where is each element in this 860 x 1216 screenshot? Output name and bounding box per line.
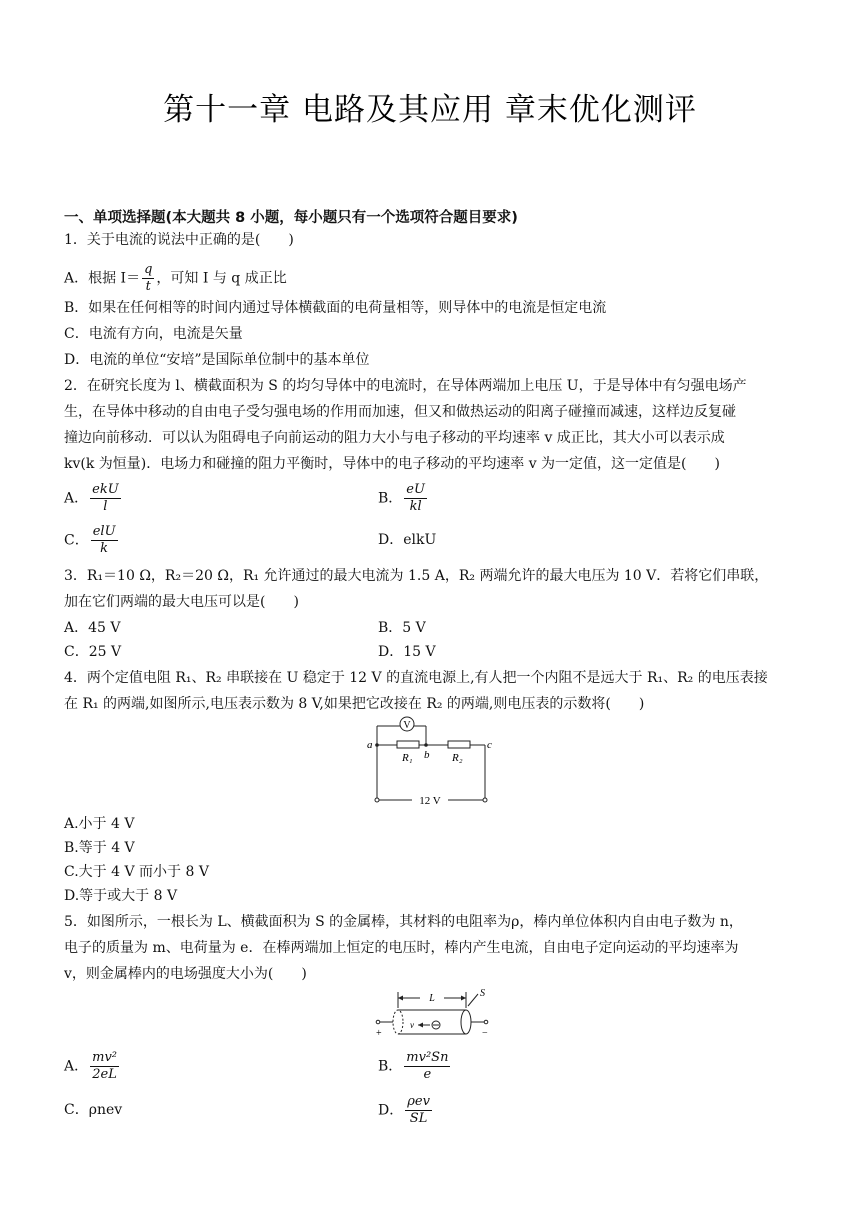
q2-option-b (378, 482, 429, 515)
page-title: 第十一章 电路及其应用 章末优化测评 (163, 92, 697, 128)
q1-stem: 1．关于电流的说法中正确的是( ) (64, 232, 294, 248)
q5-option-a (64, 1050, 121, 1083)
q2-line-4: kv(k 为恒量)．电场力和碰撞的阻力平衡时，导体中的电子移动的平均速率 v 为一定值，这一定值是( ) (64, 456, 720, 472)
q3-option-c: C．25 V (64, 644, 122, 660)
q2-b-label: B． (378, 490, 403, 507)
plus-sign: + (376, 1028, 382, 1039)
q2-option-d: D．elkU (378, 532, 437, 548)
q2-line-3: 撞边向前移动．可以认为阻碍电子向前运动的阻力大小与电子移动的平均速率 v 成正比，其大小可以表示成 (64, 430, 725, 446)
q5-a-fraction (90, 1050, 119, 1083)
q5-b-label: B． (378, 1058, 403, 1075)
node-b-label: b (424, 749, 430, 761)
q2-a-label: A． (64, 490, 89, 507)
node-c-label: c (487, 739, 492, 751)
q3-line-1: 3．R₁＝10 Ω，R₂＝20 Ω，R₁ 允许通过的最大电流为 1.5 A，R₂ 两端允许的最大电压为 10 V．若将它们串联， (64, 568, 769, 584)
q2-b-num: eU (406, 482, 425, 497)
q2-a-fraction (90, 482, 121, 515)
q5-option-b (378, 1050, 452, 1083)
q1-a-fraction (142, 262, 154, 295)
q2-c-num: elU (92, 524, 116, 539)
q2-line-2: 生，在导体中移动的自由电子受匀强电场的作用而加速，但又和做热运动的阳离子碰撞而减速，这样边反复碰 (64, 404, 736, 420)
node-a-label: a (367, 739, 373, 751)
q4-line-1: 4．两个定值电阻 R₁、R₂ 串联接在 U 稳定于 12 V 的直流电源上,有人把一个内阻不是远大于 R₁、R₂ 的电压表接 (64, 670, 768, 686)
q5-line-1: 5．如图所示，一根长为 L、横截面积为 S 的金属棒，其材料的电阻率为ρ，棒内单位体积内自由电子数为 n， (64, 914, 743, 930)
velocity-label: v (410, 1020, 414, 1030)
q2-a-den: l (103, 499, 108, 514)
voltmeter-label: V (403, 720, 411, 731)
q3-option-b: B．5 V (378, 620, 426, 636)
q5-d-fraction (405, 1094, 432, 1127)
q5-a-num: mv² (92, 1050, 118, 1065)
q3-option-d: D．15 V (378, 644, 436, 660)
q4-option-a: A.小于 4 V (64, 816, 135, 832)
q3-line-2: 加在它们两端的最大电压可以是( ) (64, 594, 299, 610)
r1-label: R₁ (402, 752, 413, 764)
q5-line-3: v，则金属棒内的电场强度大小为( ) (64, 966, 307, 982)
q4-option-d: D.等于或大于 8 V (64, 888, 178, 904)
q2-line-1: 2．在研究长度为 l、横截面积为 S 的均匀导体中的电流时，在导体两端加上电压 U，于是导体中有匀强电场产 (64, 378, 747, 394)
section-heading: 一、单项选择题(本大题共 8 小题，每小题只有一个选项符合题目要求) (64, 210, 518, 226)
resistor-r2 (448, 741, 470, 748)
q5-option-d (378, 1094, 434, 1127)
q3-option-a: A．45 V (64, 620, 121, 636)
q5-line-2: 电子的质量为 m、电荷量为 e．在棒两端加上恒定的电压时，棒内产生电流，自由电子定向运动的平均速率为 (64, 940, 739, 956)
area-label: S (480, 988, 485, 999)
q2-b-den: kl (409, 499, 422, 514)
circuit-diagram (360, 712, 510, 812)
q5-b-den: e (423, 1067, 432, 1082)
q5-b-fraction (404, 1050, 450, 1083)
q1-option-b: B．如果在任何相等的时间内通过导体横截面的电荷量相等，则导体中的电流是恒定电流 (64, 300, 607, 316)
q2-a-num: ekU (92, 482, 119, 497)
q1-option-a (64, 262, 287, 295)
q1-option-d: D．电流的单位“安培”是国际单位制中的基本单位 (64, 352, 370, 368)
q2-c-den: k (100, 541, 109, 556)
q1-a-post: ，可知 I 与 q 成正比 (156, 270, 287, 287)
rod-body (398, 1010, 466, 1034)
q5-option-c: C．ρnev (64, 1102, 123, 1118)
q2-option-c (64, 524, 120, 557)
metal-rod-diagram (370, 988, 500, 1044)
supply-voltage-label: 12 V (419, 795, 441, 807)
q1-a-den: t (145, 279, 151, 294)
q4-option-b: B.等于 4 V (64, 840, 135, 856)
q5-a-den: 2eL (92, 1067, 117, 1082)
q1-a-num: q (144, 262, 153, 277)
q5-a-label: A． (64, 1058, 89, 1075)
q2-c-label: C． (64, 532, 89, 549)
minus-sign: − (482, 1028, 488, 1039)
q1-option-c: C．电流有方向，电流是矢量 (64, 326, 243, 342)
q5-d-label: D． (378, 1102, 404, 1119)
q4-option-c: C.大于 4 V 而小于 8 V (64, 864, 209, 880)
q1-a-pre: A．根据 I＝ (64, 270, 141, 287)
r2-label: R₂ (452, 752, 463, 764)
resistor-r1 (397, 741, 419, 748)
length-label: L (429, 993, 435, 1004)
q5-d-den: SL (409, 1111, 428, 1126)
q5-d-num: ρev (407, 1094, 430, 1109)
q4-line-2: 在 R₁ 的两端,如图所示,电压表示数为 8 V,如果把它改接在 R₂ 的两端,则电压表的示数将( ) (64, 696, 645, 712)
q2-b-fraction (404, 482, 427, 515)
q2-c-fraction (91, 524, 118, 557)
q2-option-a (64, 482, 123, 515)
q5-b-num: mv²Sn (406, 1050, 449, 1065)
